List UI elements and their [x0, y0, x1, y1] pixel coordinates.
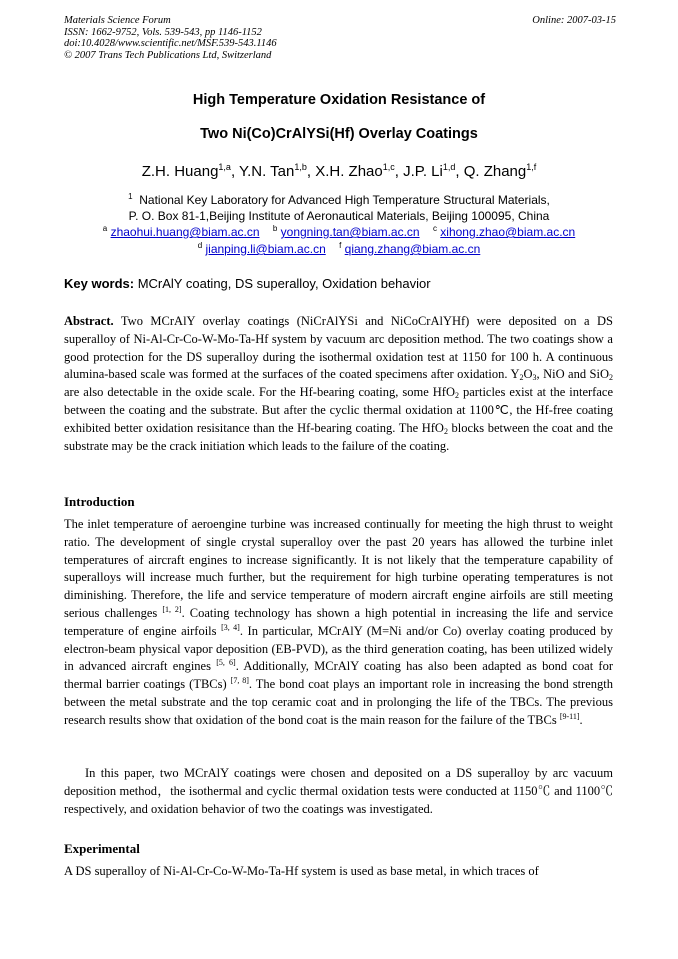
abstract-paragraph: Abstract. Two MCrAlY overlay coatings (NiCrAlYSi and NiCoCrAlYHf) were deposited on a DS superalloy of Ni-Al-Cr-Co-W-Mo-Ta-Hf system by vacuum arc deposition method. The two coatings show a good protection for the DS superalloy during the isothermal oxidation test at 1150 for 100 h. A continuous alumina-based scale was formed at the surfaces of the coated specimens after oxidation. $Y_2O_3$, NiO and SiO$_2$ are also detectable in the oxide scale. For the Hf-bearing coating, some HfO$_2$ particles exist at the interface between the coating and the substrate. But after the cyclic thermal oxidation at 1100℃, the Hf-free coating exhibited better oxidation resisitance than the Hf-bearing coating. The HfO$_2$ blocks between the coat and the substrate may be the crack initiation which leads to the failure of the coating.: [64, 314, 613, 453]
doi-line: doi:10.4028/www.scientific.net/MSF.539-543.1146: [64, 38, 277, 50]
citation: [7, 8]: [230, 676, 249, 686]
journal-name: Materials Science Forum: [64, 15, 171, 26]
citation: [3, 4]: [221, 622, 240, 632]
author: X.H. Zhao$^{1,c}$,: [315, 162, 404, 180]
copyright-line: © 2007 Trans Tech Publications Ltd, Switzerland: [64, 49, 272, 61]
author: J.P. Li$^{1,d}$,: [403, 162, 464, 180]
abstract-label: Abstract.: [64, 314, 114, 328]
introduction-paragraph-2: In this paper, two MCrAlY coatings were chosen and deposited on a DS superalloy by arc vacuum deposition method，the isothermal and cyclic thermal oxidation tests were conducted at 1150℃ and 1100℃ respectively, and oxidation behavior of two the coatings was investigated.: [64, 766, 613, 816]
author: Y.N. Tan$^{1,b}$,: [239, 162, 316, 180]
email-link-d[interactable]: jianping.li@biam.ac.cn: [205, 242, 326, 256]
introduction-paragraph-1: The inlet temperature of aeroengine turbine was increased continually for meeting the high thrust to weight ratio. The development of single crystal superalloy over the past 20 years has allowed the turbine inlet temperatures of aircraft engines to increase significantly. It is not likely that the temperature capability of superalloys will increase much further, but the requirement for high turbine operating temperatures is not diminishing. Therefore, the life and service temperature of modern aircraft engine airfoils are still meeting serious challenges [1, 2]. Coating technology has shown a high potential in increasing the life and service temperature of engine airfoils [3, 4]. In particular, MCrAlY (M=Ni and/or Co) overlay coating produced by electron-beam physical vapor deposition (EB-PVD), as the third generation coating, has been utilized widely in advanced aircraft engines [5, 6]. Additionally, MCrAlY coating has also been adapted as bond coat for thermal barrier coatings (TBCs) [7, 8]. The bond coat plays an important role in increasing the bond strength between the metal substrate and the top ceramic coat and in prolonging the life of the TBCs. The previous research results show that oxidation of the bond coat is the main reason for the failure of the TBCs [9-11].: [64, 517, 614, 727]
email-line-2: $^d$ jianping.li@biam.ac.cn $^f$ qiang.zhang@biam.ac.cn: [197, 241, 481, 256]
email-link-a[interactable]: zhaohui.huang@biam.ac.cn: [110, 225, 260, 239]
paper-title-line-1: High Temperature Oxidation Resistance of: [192, 92, 486, 108]
email-line-1: $^a$ zhaohui.huang@biam.ac.cn $^b$ yongning.tan@biam.ac.cn $^c$ xihong.zhao@biam.ac.cn: [102, 224, 576, 239]
online-date: Online: 2007-03-15: [532, 15, 616, 26]
paper-title-line-2: Two Ni(Co)CrAlYSi(Hf) Overlay Coatings: [200, 126, 478, 142]
experimental-paragraph-1: A DS superalloy of Ni-Al-Cr-Co-W-Mo-Ta-Hf system is used as base metal, in which traces of: [64, 864, 539, 878]
email-link-f[interactable]: qiang.zhang@biam.ac.cn: [344, 242, 481, 256]
publication-header: [64, 15, 616, 61]
affiliation-line-1: $^1$ National Key Laboratory for Advanced High Temperature Structural Materials,: [128, 192, 550, 207]
section-heading-introduction: Introduction: [64, 494, 135, 509]
citation: [9-11]: [559, 711, 580, 721]
affiliation-marker: 1: [128, 192, 133, 201]
keywords: [64, 276, 431, 291]
keywords-label: Key words:: [64, 276, 135, 291]
affiliation-line-2: P. O. Box 81-1,Beijing Institute of Aeronautical Materials, Beijing 100095, China: [128, 209, 550, 223]
author: Q. Zhang$^{1,f}$: [463, 162, 537, 180]
author: Z.H. Huang$^{1,a}$,: [141, 162, 240, 180]
issn-line: ISSN: 1662-9752, Vols. 539-543, pp 1146-1152: [64, 26, 262, 38]
citation: [1, 2]: [162, 604, 182, 614]
email-link-b[interactable]: yongning.tan@biam.ac.cn: [280, 225, 420, 239]
email-link-c[interactable]: xihong.zhao@biam.ac.cn: [440, 225, 576, 239]
keywords-text: MCrAlY coating, DS superalloy, Oxidation behavior: [137, 276, 431, 291]
citation: [5, 6]: [216, 658, 236, 668]
section-heading-experimental: Experimental: [64, 841, 140, 856]
author-list: [0, 163, 678, 180]
